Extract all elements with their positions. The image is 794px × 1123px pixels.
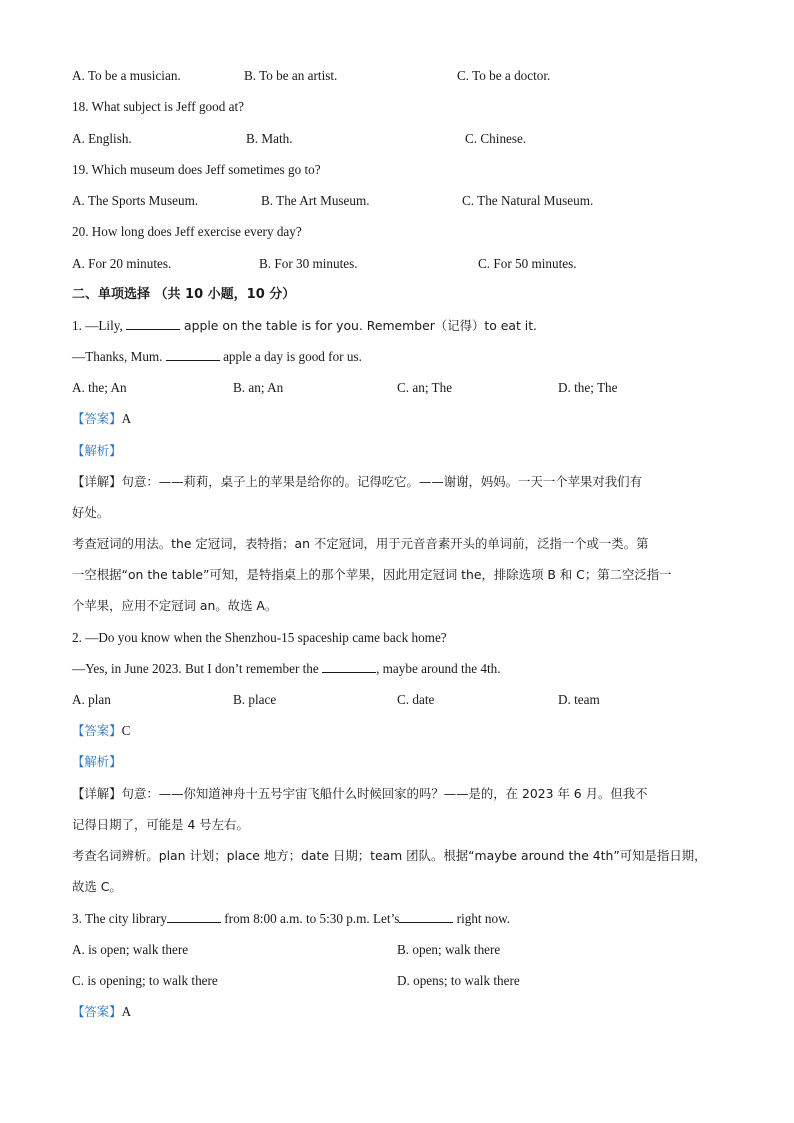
q1-explain-line2: 一空根据“on the table”可知，是特指桌上的那个苹果，因此用定冠词 the，排除选项 B 和 C；第二空泛指一 xyxy=(72,567,672,582)
q20-option-a: A. For 20 minutes. xyxy=(72,256,172,271)
q1-detail-line2: 好处。 xyxy=(72,505,110,520)
q18-stem: 18. What subject is Jeff good at? xyxy=(72,99,245,114)
q18-option-b: B. Math. xyxy=(246,131,293,146)
q2-option-d: D. team xyxy=(558,692,600,707)
q3-blank-1 xyxy=(167,911,221,923)
q19-option-b: B. The Art Museum. xyxy=(261,193,370,208)
q1-explain-line1: 考查冠词的用法。the 定冠词，表特指；an 不定冠词，用于元音音素开头的单词前，泛指一个或一类。第 xyxy=(72,536,649,551)
q19-option-c: C. The Natural Museum. xyxy=(462,193,594,208)
q1-option-b: B. an; An xyxy=(233,380,284,395)
q2-answer-label: 【答案】 xyxy=(72,723,122,738)
q1-line2-text-a: —Thanks, Mum. xyxy=(72,349,166,364)
q2-analysis-label: 【解析】 xyxy=(72,754,122,769)
q20-option-c: C. For 50 minutes. xyxy=(478,256,577,271)
q17-option-b: B. To be an artist. xyxy=(244,68,338,83)
q1-option-c: C. an; The xyxy=(397,380,453,395)
q1-answer-value: A xyxy=(121,411,132,426)
q1-analysis-label: 【解析】 xyxy=(72,443,122,458)
q3-answer xyxy=(72,1004,131,1020)
q3-option-c: C. is opening; to walk there xyxy=(72,973,218,988)
q3-answer-label: 【答案】 xyxy=(72,1004,122,1019)
q3-line1-text-c: right now. xyxy=(453,911,511,926)
q3-answer-value: A xyxy=(121,1004,132,1019)
q1-line2 xyxy=(72,349,362,365)
q17-option-a: A. To be a musician. xyxy=(72,68,181,83)
q1-line2-text-b: apple a day is good for us. xyxy=(219,349,362,364)
q1-line1-text-a: 1. —Lily, xyxy=(72,318,127,333)
q20-stem: 20. How long does Jeff exercise every day? xyxy=(72,224,302,239)
q1-option-a: A. the; An xyxy=(72,380,127,395)
q3-line1-text-a: 3. The city library xyxy=(72,911,167,926)
q17-option-c: C. To be a doctor. xyxy=(457,68,551,83)
q3-option-b: B. open; walk there xyxy=(397,942,501,957)
q1-blank-2 xyxy=(166,349,220,361)
q2-blank xyxy=(322,661,376,673)
q18-option-a: A. English. xyxy=(72,131,132,146)
q1-line1 xyxy=(72,318,537,334)
q1-line1-text-b: apple on the table is for you. Remember（记得）to eat it. xyxy=(180,318,537,333)
q2-explain-line1: 考查名词辨析。plan 计划；place 地方；date 日期；team 团队。根据“maybe around the 4th”可知是指日期， xyxy=(72,848,707,863)
q19-option-a: A. The Sports Museum. xyxy=(72,193,199,208)
q2-line1: 2. —Do you know when the Shenzhou-15 spaceship came back home? xyxy=(72,630,447,645)
q2-line2-text-b: , maybe around the 4th. xyxy=(376,661,501,676)
q1-answer-label: 【答案】 xyxy=(72,411,122,426)
q2-answer xyxy=(72,723,130,739)
q3-option-d: D. opens; to walk there xyxy=(397,973,520,988)
q2-option-a: A. plan xyxy=(72,692,111,707)
q2-detail-line1: 【详解】句意：——你知道神舟十五号宇宙飞船什么时候回家的吗？——是的，在 2023 年 6 月。但我不 xyxy=(72,786,648,801)
q1-blank-1 xyxy=(126,318,180,330)
q2-answer-value: C xyxy=(121,723,131,738)
section-heading: 二、单项选择 （共 10 小题，10 分） xyxy=(72,287,296,302)
q3-line1-text-b: from 8:00 a.m. to 5:30 p.m. Let’s xyxy=(220,911,400,926)
q3-blank-2 xyxy=(399,911,453,923)
q3-line1 xyxy=(72,911,510,927)
q1-option-d: D. the; The xyxy=(558,380,618,395)
q2-option-c: C. date xyxy=(397,692,435,707)
q2-line2-text-a: —Yes, in June 2023. But I don’t remember the xyxy=(72,661,323,676)
q2-explain-line2: 故选 C。 xyxy=(72,879,122,894)
q1-explain-line3: 个苹果，应用不定冠词 an。故选 A。 xyxy=(72,598,278,613)
q2-detail-line2: 记得日期了，可能是 4 号左右。 xyxy=(72,817,249,832)
q3-option-a: A. is open; walk there xyxy=(72,942,189,957)
q18-option-c: C. Chinese. xyxy=(465,131,527,146)
q20-option-b: B. For 30 minutes. xyxy=(259,256,358,271)
q1-detail-line1: 【详解】句意：——莉莉，桌子上的苹果是给你的。记得吃它。——谢谢，妈妈。一天一个苹果对我们有 xyxy=(72,474,642,489)
q1-answer xyxy=(72,411,131,427)
q19-stem: 19. Which museum does Jeff sometimes go to? xyxy=(72,162,321,177)
q2-option-b: B. place xyxy=(233,692,277,707)
q2-line2 xyxy=(72,661,501,677)
